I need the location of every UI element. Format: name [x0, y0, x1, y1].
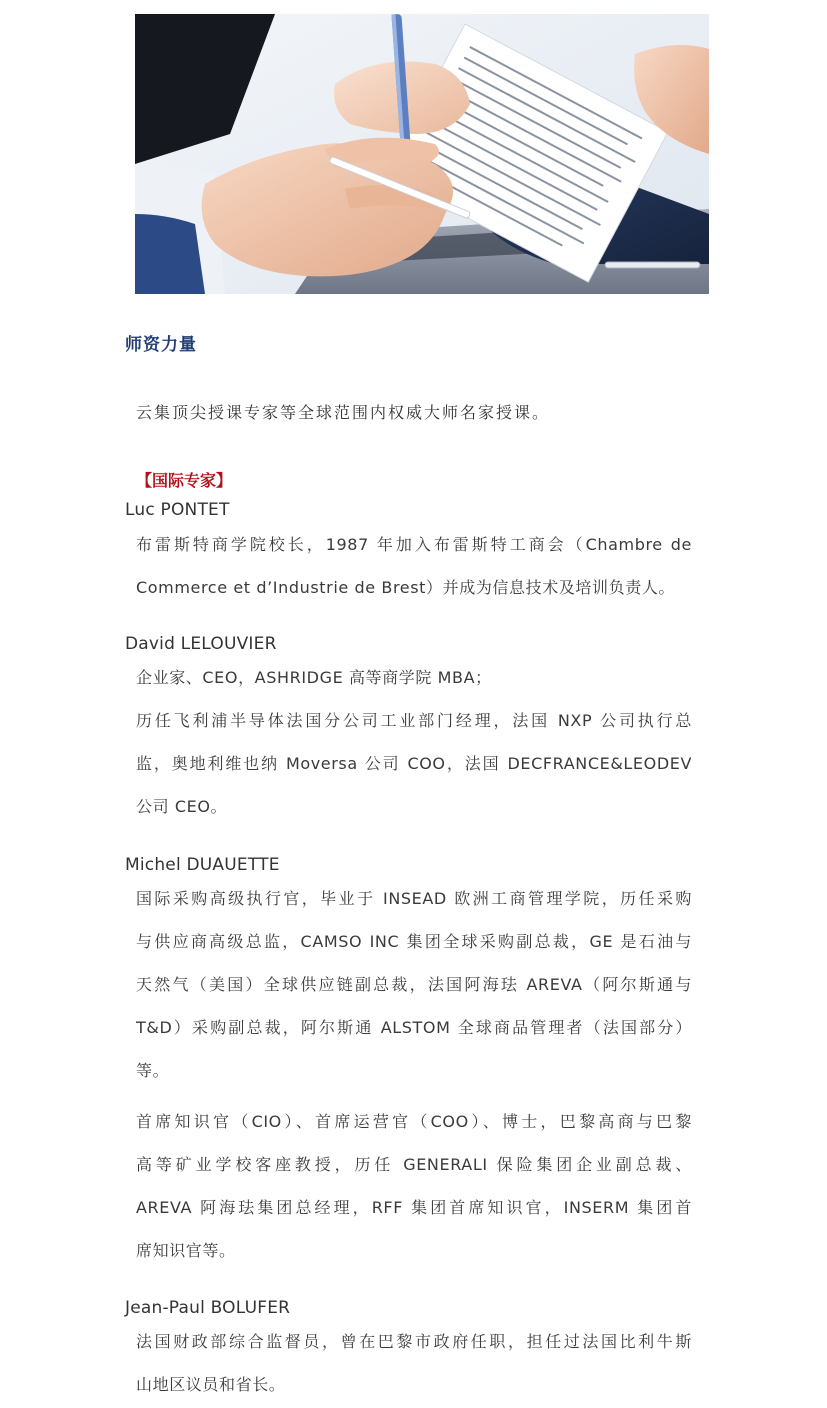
intro-text: 云集顶尖授课专家等全球范围内权威大师名家授课。 [136, 403, 551, 422]
expert-name: Michel DUAUETTE [125, 855, 280, 875]
bio-line: 公司 CEO。 [136, 797, 228, 816]
bio-line: 历任飞利浦半导体法国分公司工业部门经理，法国 NXP 公司执行总 [136, 711, 692, 730]
expert-bio [136, 877, 692, 1092]
bio-line: 监，奥地利维也纳 Moversa 公司 COO，法国 DECFRANCE&LEODEV [136, 754, 692, 773]
bio-line: AREVA 阿海珐集团总经理，RFF 集团首席知识官，INSERM 集团首 [136, 1198, 692, 1217]
bio-line: 席知识官等。 [136, 1241, 236, 1260]
business-handshake-document-photo-icon [135, 14, 709, 294]
bio-line: 等。 [136, 1061, 170, 1080]
category-label: 【国际专家】 [136, 471, 233, 490]
bio-line: 法国财政部综合监督员，曾在巴黎市政府任职，担任过法国比利牛斯 [136, 1332, 692, 1351]
expert-bio [136, 523, 692, 609]
expert-name: Jean-Paul BOLUFER [125, 1298, 291, 1318]
bio-line: 布雷斯特商学院校长，1987 年加入布雷斯特工商会（Chambre de [136, 535, 692, 554]
section-title: 师资力量 [125, 335, 197, 355]
bio-line: T&D）采购副总裁，阿尔斯通 ALSTOM 全球商品管理者（法国部分） [136, 1018, 692, 1037]
bio-line: 国际采购高级执行官，毕业于 INSEAD 欧洲工商管理学院，历任采购 [136, 889, 692, 908]
bio-line: 企业家、CEO，ASHRIDGE 高等商学院 MBA； [136, 668, 492, 687]
bio-line: 首席知识官（CIO）、首席运营官（COO）、博士，巴黎高商与巴黎 [136, 1112, 692, 1131]
expert-name: Luc PONTET [125, 500, 230, 520]
expert-name: David LELOUVIER [125, 634, 277, 654]
expert-bio [136, 1320, 692, 1406]
bio-line: Commerce et d’Industrie de Brest）并成为信息技术及培训负责人。 [136, 578, 676, 597]
expert-bio [136, 1100, 692, 1272]
bio-line: 天然气（美国）全球供应链副总裁，法国阿海珐 AREVA（阿尔斯通与 [136, 975, 692, 994]
expert-bio [136, 656, 692, 828]
bio-line: 与供应商高级总监，CAMSO INC 集团全球采购副总裁，GE 是石油与 [136, 932, 692, 951]
hero-image [135, 14, 709, 294]
bio-line: 高等矿业学校客座教授，历任 GENERALI 保险集团企业副总裁、 [136, 1155, 692, 1174]
bio-line: 山地区议员和省长。 [136, 1375, 286, 1394]
